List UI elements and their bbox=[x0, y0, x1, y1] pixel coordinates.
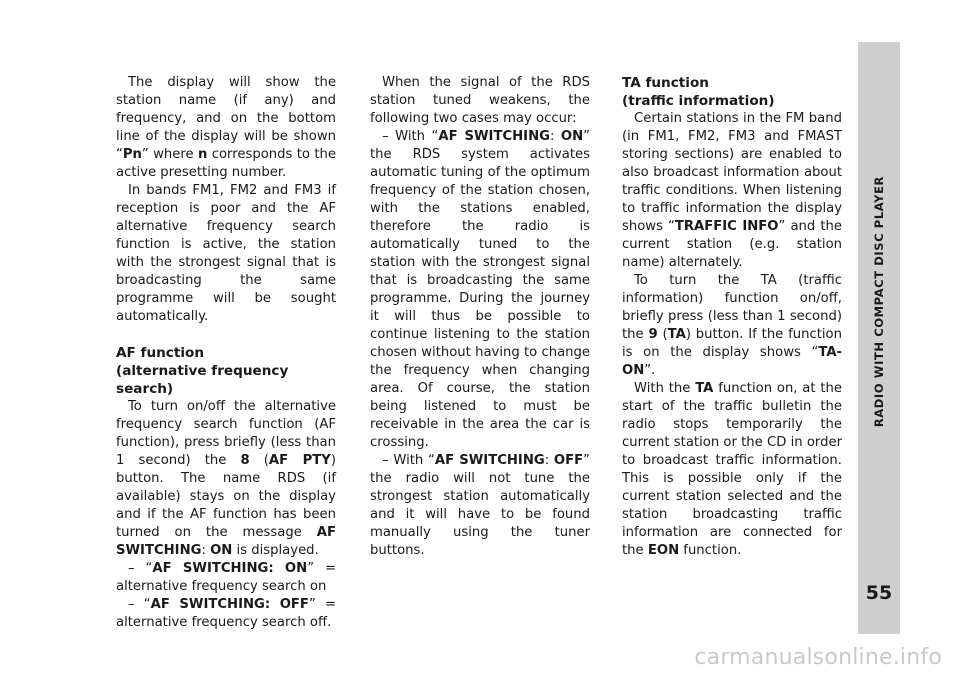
paragraph-ta-bulletin: With the TA function on, at the start of the traffic bulletin the radio stops temporarily the current station or the CD in order to broadcast traffic information. This is possible only if the current station selected and the station broadcasting traffic information are connected for the EON function. bbox=[622, 381, 842, 558]
list-item-af-off: – “AF SWITCHING: OFF” = alternative frequency search off. bbox=[116, 597, 337, 630]
paragraph-af-off-case: – With “AF SWITCHING: OFF” the radio will not tune the strongest station automatically and it will have to be found manually using the tuner buttons. bbox=[370, 453, 590, 558]
text-column-3 bbox=[622, 74, 842, 560]
paragraph-ta-toggle: To turn the TA (traffic information) function on/off, briefly press (less than 1 second) the 9 (TA) button. If the function is on the display shows “TA-ON”. bbox=[622, 273, 842, 378]
page-number: 55 bbox=[865, 582, 893, 604]
watermark: carmanualsonline.info bbox=[694, 645, 942, 670]
text-column-2 bbox=[370, 74, 590, 560]
paragraph-af-toggle: To turn on/off the alternative frequency search function (AF function), press briefly (less than 1 second) the 8 (AF PTY) button. The name RDS (if available) stays on the display and if the AF function has been turned on the message AF SWITCHING: ON is displayed. bbox=[116, 399, 336, 558]
paragraph-rds-weakens: When the signal of the RDS station tuned weakens, the following two cases may occur: bbox=[370, 75, 590, 126]
paragraph-af-on-case: – With “AF SWITCHING: ON” the RDS system activates automatic tuning of the optimum frequency of the station chosen, with the stations enabled, therefore the radio is automatically tuned to the station with the strongest signal that is broadcasting the same programme. During the journey it will thus be possible to continue listening to the station chosen without having to change the frequency when changing area. Of course, the station being listened to must be receivable in the area the car is crossing. bbox=[370, 129, 590, 450]
heading-af-function: AF function (alternative frequency search) bbox=[116, 345, 289, 397]
heading-ta-function: TA function (traffic information) bbox=[622, 75, 775, 109]
paragraph-display-info: The display will show the station name (if any) and frequency, and on the bottom line of the display will be shown “Pn” where n corresponds to the active presetting number. bbox=[116, 75, 336, 180]
text-column-1 bbox=[116, 74, 336, 632]
paragraph-traffic-stations: Certain stations in the FM band (in FM1, FM2, FM3 and FMAST storing sections) are enabled to also broadcast information about traffic conditions. When listening to traffic information the display shows “TRAFFIC INFO” and the current station (e.g. station name) alternately. bbox=[622, 111, 842, 270]
section-title: RADIO WITH COMPACT DISC PLAYER bbox=[872, 176, 886, 428]
list-item-af-on: – “AF SWITCHING: ON” = alternative frequency search on bbox=[116, 561, 336, 594]
paragraph-fm-bands: In bands FM1, FM2 and FM3 if reception is poor and the AF alternative frequency search function is active, the station with the strongest signal that is broadcasting the same programme will be sought automatically. bbox=[116, 183, 336, 324]
